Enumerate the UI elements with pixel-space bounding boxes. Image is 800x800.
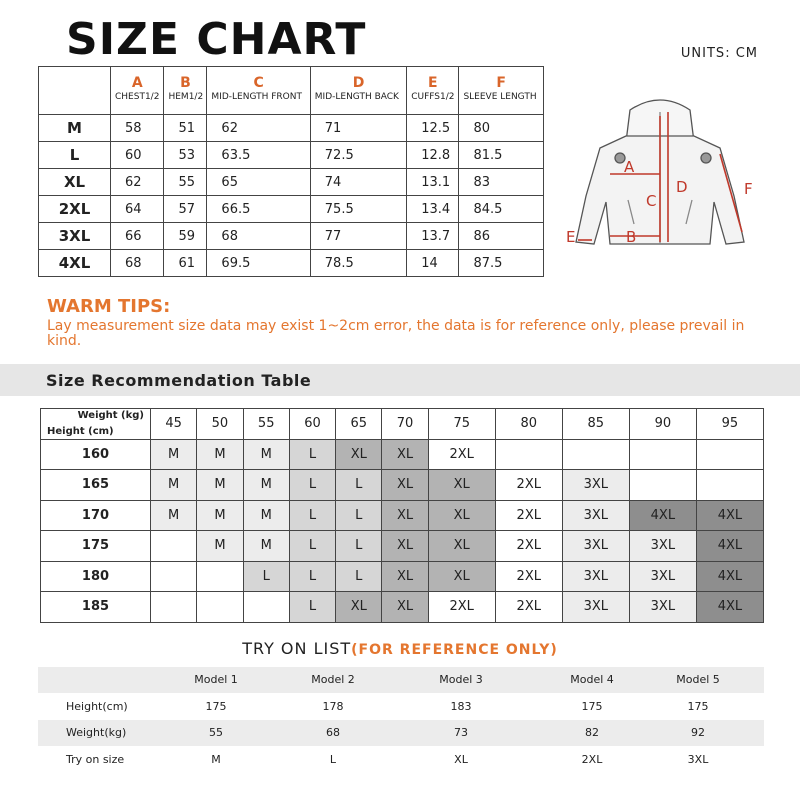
recommended-size-cell: 4XL (696, 531, 763, 562)
size-value-cell: 75.5 (310, 196, 406, 223)
weight-header: 45 (151, 409, 197, 440)
cell: M (211, 753, 221, 766)
size-label: XL (39, 169, 111, 196)
cell: 178 (322, 700, 344, 713)
col-header-e: E CUFFS1/2 (407, 67, 459, 115)
size-value-cell: 66 (111, 223, 164, 250)
size-value-cell: 57 (164, 196, 207, 223)
recommended-size-cell: 2XL (495, 592, 562, 623)
warm-tips-heading: WARM TIPS: (47, 296, 171, 317)
size-value-cell: 13.4 (407, 196, 459, 223)
row-label: Height(cm) (66, 700, 128, 713)
recommended-size-cell: 2XL (428, 439, 495, 470)
recommended-size-cell: 3XL (562, 470, 629, 501)
weight-header: 95 (696, 409, 763, 440)
try-on-weight-row (0, 720, 800, 746)
recommended-size-cell: M (197, 439, 243, 470)
weight-header: 85 (562, 409, 629, 440)
recommended-size-cell: L (336, 470, 382, 501)
recommended-size-cell: M (243, 439, 289, 470)
cell: 175 (205, 700, 227, 713)
col-header-b: B HEM1/2 (164, 67, 207, 115)
size-value-cell: 84.5 (459, 196, 544, 223)
col-header-a: A CHEST1/2 (111, 67, 164, 115)
cell: 55 (209, 726, 223, 739)
recommended-size-cell: L (289, 561, 335, 592)
size-row (39, 169, 544, 196)
size-value-cell: 83 (459, 169, 544, 196)
size-chart-table (38, 66, 544, 277)
size-value-cell: 53 (164, 142, 207, 169)
row-label: Try on size (66, 753, 125, 766)
size-value-cell: 87.5 (459, 250, 544, 277)
size-value-cell: 62 (207, 115, 310, 142)
recommended-size-cell: M (151, 470, 197, 501)
col-header-d: D MID-LENGTH BACK (310, 67, 406, 115)
recommended-size-cell: 3XL (629, 561, 696, 592)
recommendation-header-row (41, 409, 764, 440)
size-label: L (39, 142, 111, 169)
recommended-size-cell (197, 561, 243, 592)
recommended-size-cell: XL (428, 500, 495, 531)
col-header-c: C MID-LENGTH FRONT (207, 67, 310, 115)
size-label: 3XL (39, 223, 111, 250)
recommended-size-cell: M (197, 500, 243, 531)
recommended-size-cell: XL (428, 470, 495, 501)
jacket-label-d: D (676, 178, 688, 196)
size-value-cell: 72.5 (310, 142, 406, 169)
recommended-size-cell: M (151, 439, 197, 470)
cell: 3XL (687, 753, 709, 766)
jacket-diagram (560, 92, 760, 252)
weight-header: 75 (428, 409, 495, 440)
recommended-size-cell: 3XL (562, 561, 629, 592)
recommended-size-cell: L (289, 531, 335, 562)
recommended-size-cell: 2XL (495, 500, 562, 531)
height-header: 180 (41, 561, 151, 592)
size-value-cell: 80 (459, 115, 544, 142)
page-title: SIZE CHART (66, 14, 367, 65)
jacket-label-f: F (744, 180, 753, 198)
recommended-size-cell: L (289, 439, 335, 470)
recommended-size-cell: M (243, 500, 289, 531)
recommended-size-cell: L (336, 500, 382, 531)
recommended-size-cell (696, 470, 763, 501)
size-row (39, 223, 544, 250)
recommended-size-cell: 4XL (696, 592, 763, 623)
size-value-cell: 71 (310, 115, 406, 142)
size-value-cell: 74 (310, 169, 406, 196)
recommended-size-cell: 3XL (629, 531, 696, 562)
size-value-cell: 60 (111, 142, 164, 169)
size-value-cell: 64 (111, 196, 164, 223)
recommended-size-cell: 3XL (562, 531, 629, 562)
size-value-cell: 77 (310, 223, 406, 250)
size-value-cell: 62 (111, 169, 164, 196)
size-value-cell: 13.1 (407, 169, 459, 196)
model-4-header: Model 4 (570, 673, 614, 686)
size-row (39, 142, 544, 169)
cell: 183 (450, 700, 472, 713)
jacket-label-e: E (566, 228, 576, 246)
try-on-title-note: (FOR REFERENCE ONLY) (351, 642, 558, 658)
size-value-cell: 63.5 (207, 142, 310, 169)
jacket-label-c: C (646, 192, 657, 210)
row-label: Weight(kg) (66, 726, 127, 739)
recommended-size-cell: XL (428, 531, 495, 562)
size-chart-corner (39, 67, 111, 115)
weight-header: 50 (197, 409, 243, 440)
cell: 73 (454, 726, 468, 739)
recommendation-title: Size Recommendation Table (46, 371, 312, 390)
jacket-label-b: B (626, 228, 637, 246)
recommended-size-cell: M (197, 470, 243, 501)
col-header-f: F SLEEVE LENGTH (459, 67, 544, 115)
size-value-cell: 66.5 (207, 196, 310, 223)
recommendation-corner (41, 409, 151, 440)
recommended-size-cell: XL (382, 531, 428, 562)
recommended-size-cell: XL (336, 439, 382, 470)
try-on-size-row (0, 747, 800, 773)
size-value-cell: 86 (459, 223, 544, 250)
recommended-size-cell: 4XL (696, 561, 763, 592)
model-1-header: Model 1 (194, 673, 238, 686)
size-chart-header-row (39, 67, 544, 115)
size-value-cell: 78.5 (310, 250, 406, 277)
recommended-size-cell: XL (382, 500, 428, 531)
size-label: 2XL (39, 196, 111, 223)
recommended-size-cell: 3XL (562, 592, 629, 623)
jacket-label-a: A (624, 158, 635, 176)
recommended-size-cell (151, 561, 197, 592)
weight-header: 60 (289, 409, 335, 440)
size-value-cell: 68 (207, 223, 310, 250)
recommendation-row (41, 531, 764, 562)
cell: 92 (691, 726, 705, 739)
recommended-size-cell (629, 439, 696, 470)
recommended-size-cell: L (289, 470, 335, 501)
units-label: UNITS: CM (680, 46, 758, 61)
recommended-size-cell: L (289, 592, 335, 623)
size-row (39, 115, 544, 142)
cell: XL (454, 753, 468, 766)
recommended-size-cell: 4XL (696, 500, 763, 531)
recommended-size-cell: M (197, 531, 243, 562)
recommended-size-cell: XL (382, 470, 428, 501)
weight-header: 55 (243, 409, 289, 440)
recommended-size-cell (151, 531, 197, 562)
recommended-size-cell (197, 592, 243, 623)
weight-header: 70 (382, 409, 428, 440)
height-header: 170 (41, 500, 151, 531)
size-value-cell: 68 (111, 250, 164, 277)
recommendation-row (41, 592, 764, 623)
recommended-size-cell: 3XL (629, 592, 696, 623)
recommended-size-cell (151, 592, 197, 623)
model-3-header: Model 3 (439, 673, 483, 686)
recommended-size-cell: M (151, 500, 197, 531)
cell: 68 (326, 726, 340, 739)
cell: 82 (585, 726, 599, 739)
height-header: 175 (41, 531, 151, 562)
size-value-cell: 61 (164, 250, 207, 277)
recommendation-row (41, 500, 764, 531)
cell: 175 (687, 700, 709, 713)
height-header: 185 (41, 592, 151, 623)
recommended-size-cell (243, 592, 289, 623)
recommended-size-cell: 2XL (495, 561, 562, 592)
size-value-cell: 51 (164, 115, 207, 142)
recommended-size-cell: L (336, 561, 382, 592)
size-label: M (39, 115, 111, 142)
try-on-title (0, 639, 800, 658)
model-5-header: Model 5 (676, 673, 720, 686)
recommended-size-cell (629, 470, 696, 501)
recommended-size-cell: L (289, 500, 335, 531)
recommendation-table (40, 408, 764, 623)
weight-header: 90 (629, 409, 696, 440)
model-2-header: Model 2 (311, 673, 355, 686)
size-value-cell: 12.8 (407, 142, 459, 169)
recommended-size-cell: XL (336, 592, 382, 623)
recommended-size-cell: L (336, 531, 382, 562)
height-header: 160 (41, 439, 151, 470)
size-value-cell: 69.5 (207, 250, 310, 277)
weight-axis-label: Weight (kg) (77, 410, 144, 421)
size-value-cell: 58 (111, 115, 164, 142)
weight-header: 65 (336, 409, 382, 440)
recommended-size-cell: 3XL (562, 500, 629, 531)
size-value-cell: 13.7 (407, 223, 459, 250)
recommended-size-cell: 4XL (629, 500, 696, 531)
recommended-size-cell: XL (428, 561, 495, 592)
size-label: 4XL (39, 250, 111, 277)
size-value-cell: 12.5 (407, 115, 459, 142)
recommended-size-cell: XL (382, 592, 428, 623)
recommended-size-cell (696, 439, 763, 470)
size-value-cell: 14 (407, 250, 459, 277)
recommended-size-cell: M (243, 531, 289, 562)
recommended-size-cell (562, 439, 629, 470)
recommended-size-cell: L (243, 561, 289, 592)
recommendation-row (41, 561, 764, 592)
recommended-size-cell: 2XL (495, 470, 562, 501)
cell: L (329, 753, 337, 766)
weight-header: 80 (495, 409, 562, 440)
recommended-size-cell: M (243, 470, 289, 501)
recommendation-row (41, 439, 764, 470)
size-value-cell: 59 (164, 223, 207, 250)
recommendation-row (41, 470, 764, 501)
size-value-cell: 55 (164, 169, 207, 196)
cell: 2XL (581, 753, 603, 766)
recommended-size-cell: 2XL (428, 592, 495, 623)
size-value-cell: 81.5 (459, 142, 544, 169)
try-on-height-row (0, 694, 800, 720)
recommended-size-cell: XL (382, 439, 428, 470)
try-on-header-row (0, 667, 800, 693)
try-on-title-main: TRY ON LIST (242, 639, 352, 658)
cell: 175 (581, 700, 603, 713)
warm-tips-text: Lay measurement size data may exist 1~2cm error, the data is for reference only, please prevail in kind. (47, 318, 745, 349)
height-header: 165 (41, 470, 151, 501)
size-row (39, 196, 544, 223)
height-axis-label: Height (cm) (47, 425, 114, 437)
recommended-size-cell: XL (382, 561, 428, 592)
recommended-size-cell: 2XL (495, 531, 562, 562)
size-value-cell: 65 (207, 169, 310, 196)
size-row (39, 250, 544, 277)
recommended-size-cell (495, 439, 562, 470)
